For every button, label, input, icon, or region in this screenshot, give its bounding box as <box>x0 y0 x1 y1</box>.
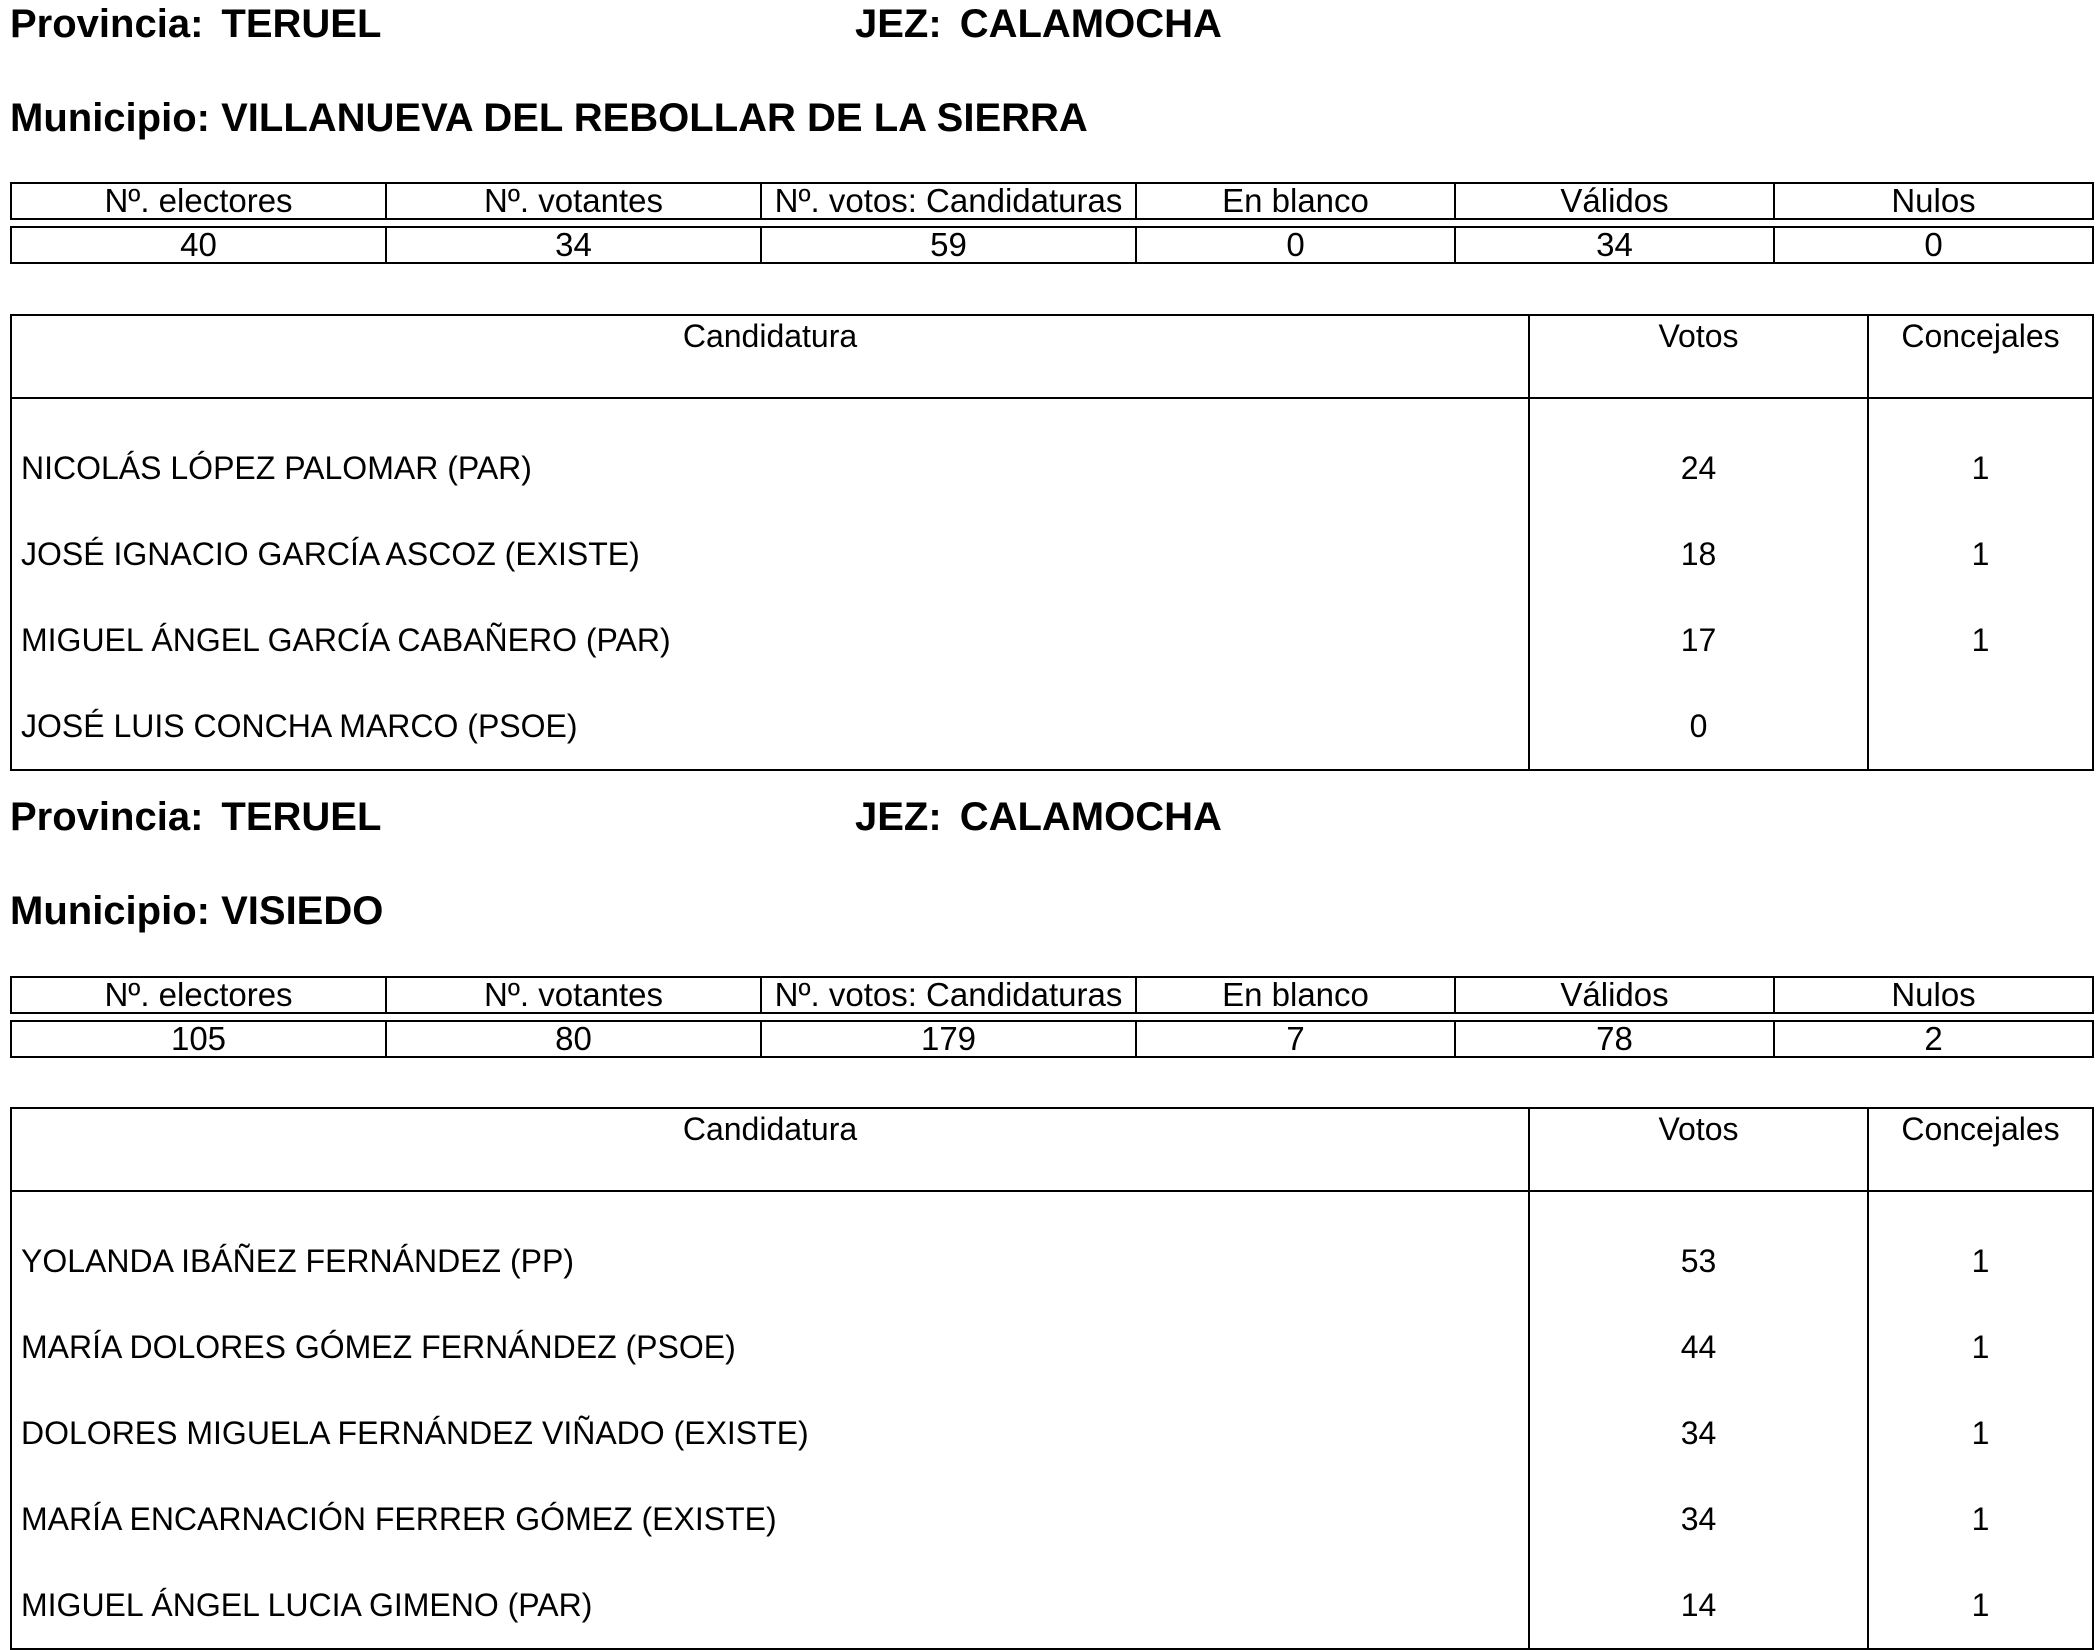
municipio-heading <box>10 887 383 935</box>
candidate-concejales <box>1868 683 2093 770</box>
votantes-header: Nº. votantes <box>386 183 761 219</box>
concejales-header: Concejales <box>1868 1108 2093 1191</box>
jez-heading <box>855 0 1222 48</box>
provincia-value: TERUEL <box>221 2 382 46</box>
electores-header: Nº. electores <box>11 183 386 219</box>
candidate-name: YOLANDA IBÁÑEZ FERNÁNDEZ (PP) <box>11 1191 1529 1304</box>
candidate-row <box>11 683 2093 770</box>
validos-header: Válidos <box>1455 183 1774 219</box>
summary-values-row <box>11 1021 2093 1057</box>
candidate-votos: 17 <box>1529 597 1868 683</box>
candidate-row <box>11 1562 2093 1649</box>
candidate-concejales: 1 <box>1868 1191 2093 1304</box>
provincia-label: Provincia: <box>10 795 204 839</box>
votos-candidaturas-header: Nº. votos: Candidaturas <box>761 977 1136 1013</box>
provincia-heading <box>10 0 381 48</box>
summary-values-row <box>11 227 2093 263</box>
candidate-votos: 18 <box>1529 511 1868 597</box>
candidate-concejales: 1 <box>1868 1562 2093 1649</box>
candidate-concejales: 1 <box>1868 398 2093 511</box>
candidates-header-row <box>11 315 2093 398</box>
provincia-heading <box>10 793 381 841</box>
en-blanco-header: En blanco <box>1136 183 1455 219</box>
votos-candidaturas-value: 179 <box>761 1021 1136 1057</box>
validos-value: 34 <box>1455 227 1774 263</box>
candidate-name: MIGUEL ÁNGEL GARCÍA CABAÑERO (PAR) <box>11 597 1529 683</box>
candidate-row <box>11 398 2093 511</box>
candidate-votos: 14 <box>1529 1562 1868 1649</box>
candidatura-header: Candidatura <box>11 1108 1529 1191</box>
candidate-row <box>11 597 2093 683</box>
summary-header-row <box>11 183 2093 219</box>
municipio-value: VISIEDO <box>221 889 384 933</box>
candidate-row <box>11 1476 2093 1562</box>
candidate-name: NICOLÁS LÓPEZ PALOMAR (PAR) <box>11 398 1529 511</box>
candidate-concejales: 1 <box>1868 1304 2093 1390</box>
votos-candidaturas-header: Nº. votos: Candidaturas <box>761 183 1136 219</box>
candidates-header-row <box>11 1108 2093 1191</box>
jez-label: JEZ: <box>855 2 942 46</box>
candidate-row <box>11 1390 2093 1476</box>
votantes-header: Nº. votantes <box>386 977 761 1013</box>
votantes-value: 34 <box>386 227 761 263</box>
municipio-value: VILLANUEVA DEL REBOLLAR DE LA SIERRA <box>221 96 1088 140</box>
provincia-value: TERUEL <box>221 795 382 839</box>
candidates-table <box>10 314 2094 771</box>
candidate-name: MARÍA DOLORES GÓMEZ FERNÁNDEZ (PSOE) <box>11 1304 1529 1390</box>
candidate-name: JOSÉ IGNACIO GARCÍA ASCOZ (EXISTE) <box>11 511 1529 597</box>
en-blanco-header: En blanco <box>1136 977 1455 1013</box>
candidate-votos: 44 <box>1529 1304 1868 1390</box>
candidate-votos: 0 <box>1529 683 1868 770</box>
concejales-header: Concejales <box>1868 315 2093 398</box>
en-blanco-value: 7 <box>1136 1021 1455 1057</box>
candidate-row <box>11 1304 2093 1390</box>
en-blanco-value: 0 <box>1136 227 1455 263</box>
validos-value: 78 <box>1455 1021 1774 1057</box>
jez-value: CALAMOCHA <box>959 2 1222 46</box>
nulos-header: Nulos <box>1774 977 2093 1013</box>
nulos-value: 0 <box>1774 227 2093 263</box>
municipio-label: Municipio: <box>10 889 210 933</box>
votos-candidaturas-value: 59 <box>761 227 1136 263</box>
candidate-votos: 34 <box>1529 1476 1868 1562</box>
jez-value: CALAMOCHA <box>959 795 1222 839</box>
nulos-value: 2 <box>1774 1021 2093 1057</box>
candidate-votos: 24 <box>1529 398 1868 511</box>
validos-header: Válidos <box>1455 977 1774 1013</box>
candidate-votos: 53 <box>1529 1191 1868 1304</box>
candidate-concejales: 1 <box>1868 597 2093 683</box>
municipio-heading <box>10 94 1088 142</box>
nulos-header: Nulos <box>1774 183 2093 219</box>
summary-table <box>10 976 2094 1058</box>
electores-value: 105 <box>11 1021 386 1057</box>
candidate-row <box>11 1191 2093 1304</box>
candidate-name: JOSÉ LUIS CONCHA MARCO (PSOE) <box>11 683 1529 770</box>
candidate-name: MIGUEL ÁNGEL LUCIA GIMENO (PAR) <box>11 1562 1529 1649</box>
candidatura-header: Candidatura <box>11 315 1529 398</box>
candidate-name: MARÍA ENCARNACIÓN FERRER GÓMEZ (EXISTE) <box>11 1476 1529 1562</box>
votantes-value: 80 <box>386 1021 761 1057</box>
provincia-label: Provincia: <box>10 2 204 46</box>
summary-header-row <box>11 977 2093 1013</box>
jez-label: JEZ: <box>855 795 942 839</box>
candidate-name: DOLORES MIGUELA FERNÁNDEZ VIÑADO (EXISTE) <box>11 1390 1529 1476</box>
electores-value: 40 <box>11 227 386 263</box>
municipio-label: Municipio: <box>10 96 210 140</box>
votos-header: Votos <box>1529 315 1868 398</box>
candidate-votos: 34 <box>1529 1390 1868 1476</box>
votos-header: Votos <box>1529 1108 1868 1191</box>
candidate-row <box>11 511 2093 597</box>
jez-heading <box>855 793 1222 841</box>
candidate-concejales: 1 <box>1868 1390 2093 1476</box>
candidate-concejales: 1 <box>1868 511 2093 597</box>
candidates-table <box>10 1107 2094 1650</box>
candidate-concejales: 1 <box>1868 1476 2093 1562</box>
summary-table <box>10 182 2094 264</box>
electores-header: Nº. electores <box>11 977 386 1013</box>
